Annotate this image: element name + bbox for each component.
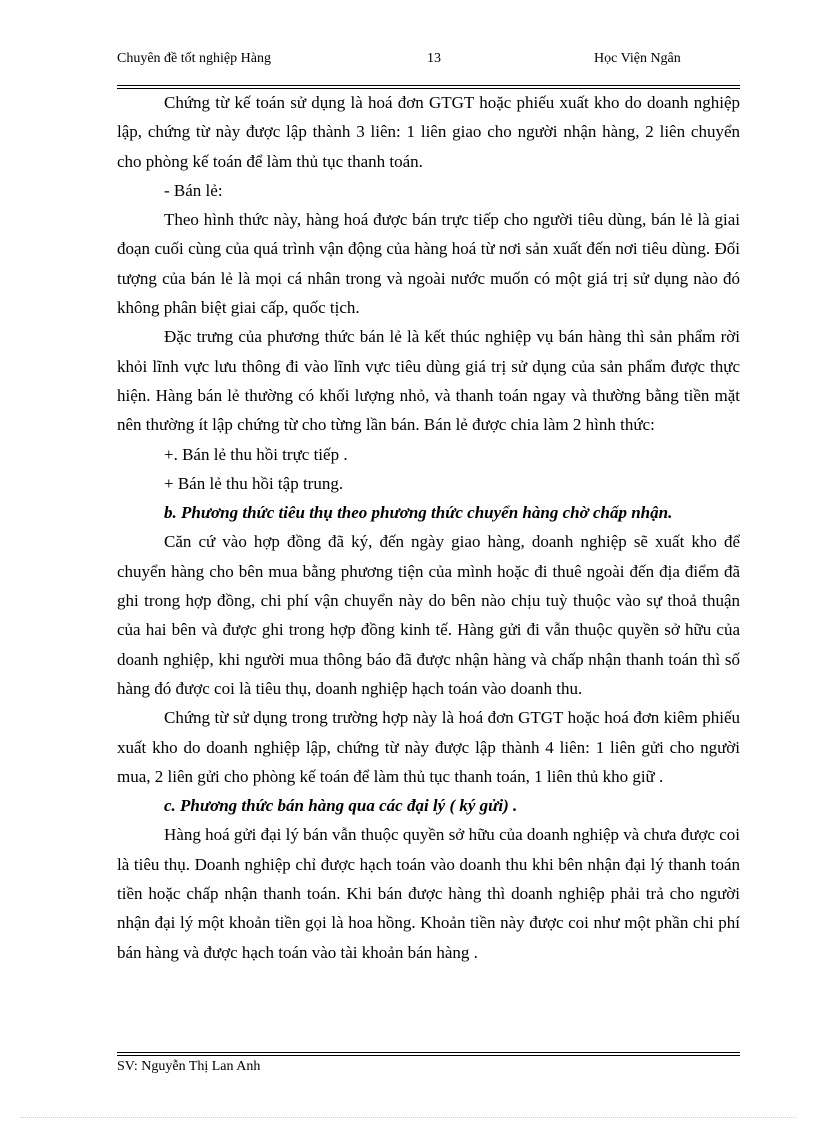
header-document-title: Chuyên đề tốt nghiệp Hàng — [117, 51, 271, 66]
header-institution: Học Viện Ngân — [594, 51, 681, 66]
paragraph-hinh-thuc-ban-le: Theo hình thức này, hàng hoá được bán trực tiếp cho người tiêu dùng, bán lẻ là giai đoạn cuối cùng của quá trình vận động của hàng hoá từ nơi sản xuất đến nơi tiêu dùng. Đối tượng của bán lẻ là mọi cá nhân trong và ngoài nước muốn có một giá trị sử dụng nào đó không phân biệt giai cấp, quốc tịch. — [117, 210, 740, 318]
footer-divider — [117, 1052, 740, 1056]
page-header — [117, 48, 740, 88]
paragraph-chung-tu-ke-toan: Chứng từ kế toán sử dụng là hoá đơn GTGT hoặc phiếu xuất kho do doanh nghiệp lập, chứng từ này được lập thành 3 liên: 1 liên giao cho người nhận hàng, 2 liên chuyển cho phòng kế toán để làm thủ tục thanh toán. — [117, 93, 740, 171]
paragraph-dac-trung-ban-le: Đặc trưng của phương thức bán lẻ là kết thúc nghiệp vụ bán hàng thì sản phẩm rời khỏi lĩnh vực lưu thông đi vào lĩnh vực tiêu dùng giá trị sử dụng của sản phẩm được thực hiện. Hàng bán lẻ thường có khối lượng nhỏ, và thanh toán ngay và thường bằng tiền mặt nên thường ít lập chứng từ cho từng lần bán. Bán lẻ được chia làm 2 hình thức: — [117, 327, 740, 435]
paragraph-can-cu-hop-dong: Căn cứ vào hợp đồng đã ký, đến ngày giao hàng, doanh nghiệp sẽ xuất kho để chuyển hàng cho bên mua bằng phương tiện của mình hoặc đi thuê ngoài đến địa điểm đã ghi trong hợp đồng, chi phí vận chuyển này do bên nào chịu tuỳ thuộc vào sự thoả thuận của hai bên và được ghi trong hợp đồng kinh tế. Hàng gửi đi vẫn thuộc quyền sở hữu của doanh nghiệp, khi người mua thông báo đã được nhận hàng và chấp nhận thanh toán thì số hàng đó được coi là tiêu thụ, doanh nghiệp hạch toán vào doanh thu. — [117, 532, 740, 698]
list-item-ban-le-tap-trung: + Bán lẻ thu hồi tập trung. — [164, 473, 344, 493]
header-page-number: 13 — [427, 51, 441, 66]
paragraph-chung-tu-su-dung: Chứng từ sử dụng trong trường hợp này là hoá đơn GTGT hoặc hoá đơn kiêm phiếu xuất kho do doanh nghiệp lập, chứng từ này được lập thành 4 liên: 1 liên gửi cho người mua, 2 liên gửi cho phòng kế toán để làm thủ tục thanh toán, 1 liên thủ kho giữ . — [117, 708, 740, 786]
list-item-ban-le-truc-tiep: +. Bán lẻ thu hồi trực tiếp . — [164, 444, 348, 464]
subheading-ban-le: - Bán lẻ: — [164, 180, 223, 200]
paragraph-hang-gui-dai-ly: Hàng hoá gửi đại lý bán vẫn thuộc quyền sở hữu của doanh nghiệp và chưa được coi là tiêu thụ. Doanh nghiệp chỉ được hạch toán vào doanh thu khi bên nhận đại lý thanh toán tiền hoặc chấp nhận thanh toán. Khi bán được hàng thì doanh nghiệp phải trả cho người nhận đại lý một khoản tiền gọi là hoa hồng. Khoản tiền này được coi như một phần chi phí bán hàng và được hạch toán vào tài khoản bán hàng . — [117, 825, 740, 962]
section-heading-b: b. Phương thức tiêu thụ theo phương thức chuyển hàng chờ chấp nhận. — [164, 503, 673, 523]
document-body — [117, 88, 740, 967]
page-edge-dotted-line — [20, 1117, 796, 1118]
section-heading-c: c. Phương thức bán hàng qua các đại lý ( ký gửi) . — [164, 796, 518, 816]
page-footer: SV: Nguyễn Thị Lan Anh — [117, 1059, 261, 1074]
